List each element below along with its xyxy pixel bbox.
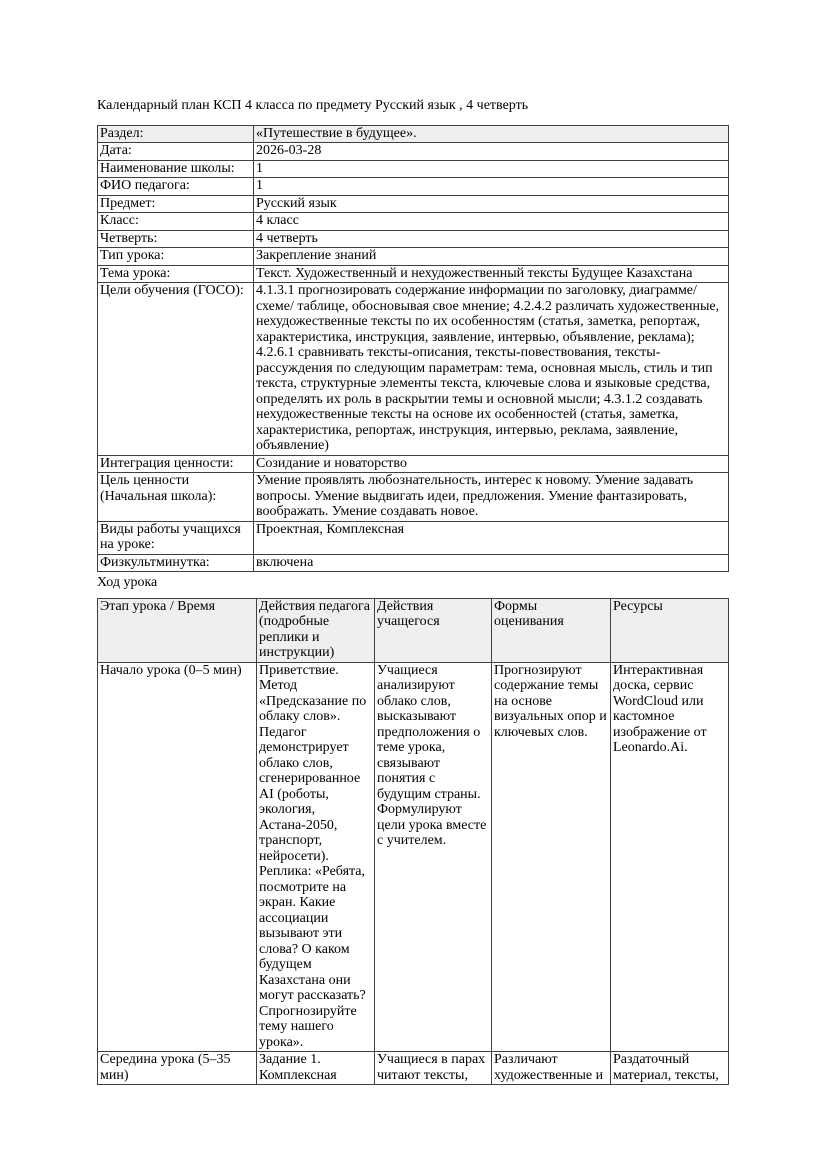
info-label: Класс: [98,213,254,231]
resources-cell: Интерактивная доска, сервис WordCloud или кастомное изображение от Leonardo.Ai. [611,662,729,1052]
info-value: Текст. Художественный и нехудожественный тексты Будущее Казахстана [254,265,729,283]
info-value: 4.1.3.1 прогнозировать содержание информации по заголовку, диаграмме/схеме/ таблице, обосновывая свое мнение; 4.2.4.2 различать художественные, нехудожественные тексты по их особенностям (статья, заметка, репортаж, характеристика, инструкция, заявление, интервью, объявление, реклама); 4.2.6.1 сравнивать тексты-описания, тексты-повествования, тексты-рассуждения по следующим параметрам: тема, основная мысль, стиль и тип текста, структурные элементы текста, ключевые слова и языковые средства, определять их роль в раскрытии темы и основной мысли; 4.3.1.2 создавать нехудожественные тексты на основе их особенностей (статья, заметка, характеристика, репортаж, инструкция, интервью, реклама, заявление, объявление) [254,283,729,456]
info-value: 4 четверть [254,230,729,248]
assessment-cell: Различают художественные и [492,1052,611,1085]
teacher-actions-cell: Задание 1. Комплексная [257,1052,375,1085]
info-value: Закрепление знаний [254,248,729,266]
info-label: Физкультминутка: [98,554,254,572]
info-value: включена [254,554,729,572]
stage-cell: Начало урока (0–5 мин) [98,662,257,1052]
info-value: 1 [254,160,729,178]
lesson-info-table [97,125,729,573]
info-label: Тип урока: [98,248,254,266]
info-value: Русский язык [254,195,729,213]
resources-cell: Раздаточный материал, тексты, [611,1052,729,1085]
table-row [98,1052,729,1085]
table-row [98,283,729,456]
info-label: Тема урока: [98,265,254,283]
info-value: 4 класс [254,213,729,231]
column-header-student-actions: Действия учащегося [375,598,492,662]
info-value: Созидание и новаторство [254,455,729,473]
info-value: «Путешествие в будущее». [254,125,729,143]
table-row [98,160,729,178]
table-row [98,473,729,522]
student-actions-cell: Учащиеся анализируют облако слов, высказывают предположения о теме урока, связывают понятия с будущим страны. Формулируют цели урока вместе с учителем. [375,662,492,1052]
info-label: Дата: [98,143,254,161]
column-header-stage: Этап урока / Время [98,598,257,662]
info-label: Виды работы учащихся на уроке: [98,521,254,554]
info-label: ФИО педагога: [98,178,254,196]
info-label: Цели обучения (ГОСО): [98,283,254,456]
info-label: Четверть: [98,230,254,248]
lesson-flow-table [97,598,729,1086]
student-actions-cell: Учащиеся в парах читают тексты, [375,1052,492,1085]
column-header-teacher-actions: Действия педагога (подробные реплики и инструкции) [257,598,375,662]
table-row [98,195,729,213]
info-label: Цель ценности (Начальная школа): [98,473,254,522]
table-row [98,143,729,161]
assessment-cell: Прогнозируют содержание темы на основе визуальных опор и ключевых слов. [492,662,611,1052]
info-value: Умение проявлять любознательность, интерес к новому. Умение задавать вопросы. Умение выдвигать идеи, предложения. Умение фантазировать, воображать. Умение создавать новое. [254,473,729,522]
table-row [98,125,729,143]
document-title: Календарный план КСП 4 класса по предмету Русский язык , 4 четверть [97,98,529,113]
column-header-resources: Ресурсы [611,598,729,662]
info-label: Предмет: [98,195,254,213]
info-label: Наименование школы: [98,160,254,178]
info-label: Раздел: [98,125,254,143]
table-row [98,178,729,196]
table-row [98,230,729,248]
table-row [98,554,729,572]
table-row [98,213,729,231]
table-row [98,248,729,266]
info-value: 2026-03-28 [254,143,729,161]
info-label: Интеграция ценности: [98,455,254,473]
teacher-actions-cell: Приветствие. Метод «Предсказание по облаку слов». Педагог демонстрирует облако слов, сгенерированное AI (роботы, экология, Астана-2050, транспорт, нейросети). Реплика: «Ребята, посмотрите на экран. Какие ассоциации вызывают эти слова? О каком будущем Казахстана они могут рассказать? Спрогнозируйте тему нашего урока». [257,662,375,1052]
table-row [98,521,729,554]
section-heading: Ход урока [97,575,158,590]
stage-cell: Середина урока (5–35 мин) [98,1052,257,1085]
info-value: Проектная, Комплексная [254,521,729,554]
column-header-assessment: Формы оценивания [492,598,611,662]
table-header-row [98,598,729,662]
info-value: 1 [254,178,729,196]
table-row [98,455,729,473]
table-row [98,662,729,1052]
table-row [98,265,729,283]
